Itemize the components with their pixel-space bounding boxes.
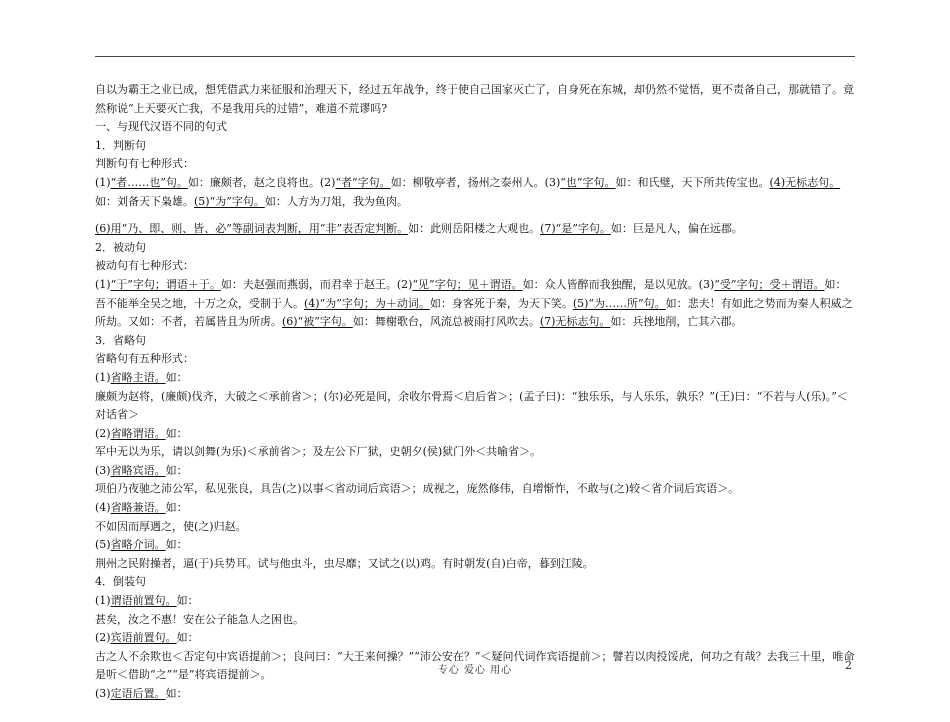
- text-span: 1．判断句: [95, 138, 146, 152]
- text-span: (3): [95, 463, 111, 477]
- text-span: (1): [95, 594, 111, 608]
- text-span: 如：: [165, 501, 188, 515]
- text-span: 2．被动句: [95, 240, 146, 254]
- text-span: (1): [95, 175, 111, 189]
- text-line: [95, 573, 857, 592]
- underlined-term: “于”字句；谓语＋于。: [110, 277, 221, 291]
- underlined-term: (7)“是”字句。: [540, 222, 611, 236]
- text-line: [95, 388, 857, 425]
- text-span: 如：悲夫！有如此之势而为秦人积威之所劫。又如：不者，若属皆且为所虏。: [95, 296, 853, 329]
- underlined-term: 谓语前置句。: [110, 594, 177, 608]
- underlined-term: 省略兼语。: [110, 501, 166, 515]
- text-line: [95, 118, 857, 137]
- text-line: [95, 462, 857, 481]
- text-span: (1): [95, 277, 111, 291]
- text-span: 3．省略句: [95, 333, 146, 347]
- underlined-term: 省略宾语。: [110, 463, 166, 477]
- underlined-term: (6)用“乃、即、则、皆、必”等副词表判断，用“非”表否定判断。: [95, 222, 409, 236]
- text-span: (1): [95, 370, 111, 384]
- text-line: [95, 611, 857, 630]
- text-span: 项伯乃夜驰之沛公军，私见张良，具告(之)以事＜省动词后宾语＞；成视之，庞然修伟，自增惭怍，不敢与(之)较＜省介词后宾语＞。: [95, 482, 740, 496]
- text-span: 如：人方为刀俎，我为鱼肉。: [264, 194, 408, 208]
- text-span: 如：: [165, 370, 188, 384]
- text-span: 被动句有七种形式：: [95, 259, 194, 273]
- text-span: 甚矣，汝之不惠！安在公子能急人之困也。: [95, 612, 304, 626]
- text-line: [95, 592, 857, 611]
- underlined-term: 省略谓语。: [110, 426, 166, 440]
- text-span: 如：身客死于秦，为天下笑。: [429, 296, 573, 310]
- text-span: (3): [95, 687, 111, 700]
- text-line: [95, 443, 857, 462]
- text-span: 军中无以为乐，请以剑舞(为乐)＜承前省＞；及左公下厂狱，史朝夕(侯)狱门外＜共喻省＞。: [95, 445, 542, 459]
- text-span: (5): [95, 538, 111, 552]
- text-line: [95, 480, 857, 499]
- text-line: [95, 155, 857, 174]
- underlined-term: 省略主语。: [110, 370, 166, 384]
- underlined-term: “者……也”句。: [110, 175, 188, 189]
- text-span: 如：刘备天下枭雄。: [95, 194, 194, 208]
- header-rule: [95, 56, 855, 57]
- text-span: 如：吾不能举全吴之地，十万之众，受制于人。: [95, 277, 847, 310]
- text-span: 古之人不余欺也＜否定句中宾语提前＞；良问曰：“大王来何操？”“沛公安在？”＜疑问代词作宾语提前＞；譬若以肉投馁虎，何功之有哉？去我三十里，唯命是听＜借助“之”“是”将宾语提前＞。: [95, 649, 855, 682]
- text-span: (2): [95, 631, 111, 645]
- text-span: 如：此则岳阳楼之大观也。: [408, 222, 541, 236]
- text-span: 如：巨是凡人，偏在远郡。: [610, 222, 743, 236]
- underlined-term: “见”字句；见＋谓语。: [412, 277, 523, 291]
- text-span: 如：: [176, 594, 199, 608]
- text-span: 如：: [165, 687, 188, 700]
- text-line: [95, 518, 857, 537]
- underlined-term: (6)“被”字句。: [282, 315, 353, 329]
- text-span: (2): [95, 426, 111, 440]
- document-body: [95, 81, 857, 704]
- text-span: 如：: [165, 463, 188, 477]
- underlined-term: (4)无标志句。: [769, 175, 841, 189]
- text-span: 省略句有五种形式：: [95, 352, 194, 366]
- text-line: [95, 685, 857, 704]
- text-line: [95, 332, 857, 351]
- underlined-term: (7)无标志句。: [539, 315, 611, 329]
- text-line: [95, 137, 857, 156]
- text-line: [95, 276, 857, 332]
- text-span: 4．倒装句: [95, 575, 146, 589]
- text-span: 廉颇为赵将，(廉颇)伐齐，大破之＜承前省＞；(尔)必死是间，余收尔骨焉＜启后省＞；(孟子曰)：“独乐乐，与人乐乐，孰乐？”(王)曰：“不若与人(乐)。”＜对话省＞: [95, 389, 848, 422]
- text-span: 如：夫赵强而燕弱，而君幸于赵王。(2): [220, 277, 413, 291]
- text-line: [95, 257, 857, 276]
- underlined-term: “也”字句。: [560, 175, 616, 189]
- text-line: [95, 536, 857, 555]
- text-span: 如：: [176, 631, 199, 645]
- text-line: [95, 369, 857, 388]
- underlined-term: (5)“为”字句。: [194, 194, 265, 208]
- text-line: [95, 629, 857, 648]
- text-span: (4): [95, 501, 111, 515]
- text-span: 自以为霸王之业已成，想凭借武力来征服和治理天下，经过五年战争，终于使自己国家灭亡了，自身死在东城，却仍然不觉悟，更不责备自己，那就错了。竟然称说“上天要灭亡我，不是我用兵的过错”，难道不荒谬吗?: [95, 83, 854, 115]
- page-footer: 专心 爱心 用心: [437, 665, 513, 676]
- underlined-term: 宾语前置句。: [110, 631, 177, 645]
- text-line: [95, 350, 857, 369]
- underlined-term: (5)“为……所”句。: [572, 296, 666, 310]
- text-line: [95, 174, 857, 211]
- text-span: 如：廉颇者，赵之良将也。(2): [187, 175, 336, 189]
- text-span: 判断句有七种形式：: [95, 157, 194, 171]
- text-line: [95, 425, 857, 444]
- text-line: [95, 81, 857, 118]
- text-span: 如：: [165, 426, 188, 440]
- paragraph-gap: [95, 211, 857, 220]
- text-span: 如：和氏璧，天下所共传宝也。: [615, 175, 770, 189]
- underlined-term: “者”字句。: [335, 175, 391, 189]
- text-span: 如：众人皆醉而我独醒，是以见放。(3): [522, 277, 715, 291]
- page-number: 2: [845, 659, 852, 672]
- text-span: 如：兵挫地削，亡其六郡。: [610, 315, 743, 329]
- underlined-term: “受”字句；受＋谓语。: [714, 277, 825, 291]
- text-line: [95, 239, 857, 258]
- text-span: 如：柳敬亭者，扬州之泰州人。(3): [390, 175, 561, 189]
- underlined-term: 定语后置。: [110, 687, 166, 700]
- underlined-term: (4)“为”字句；为＋动词。: [304, 296, 430, 310]
- text-span: 不如因而厚遇之，使(之)归赵。: [95, 519, 247, 533]
- text-span: 如：: [165, 538, 188, 552]
- text-span: 一、与现代汉语不同的句式: [95, 120, 227, 134]
- text-line: [95, 220, 857, 239]
- underlined-term: 省略介词。: [110, 538, 166, 552]
- text-span: 荆州之民附操者，逼(于)兵势耳。试与他虫斗，虫尽靡；又试之(以)鸡。有时朝发(自)白帝，暮到江陵。: [95, 556, 594, 570]
- text-span: 如：舞榭歌台，风流总被雨打风吹去。: [352, 315, 540, 329]
- text-line: [95, 555, 857, 574]
- text-line: [95, 499, 857, 518]
